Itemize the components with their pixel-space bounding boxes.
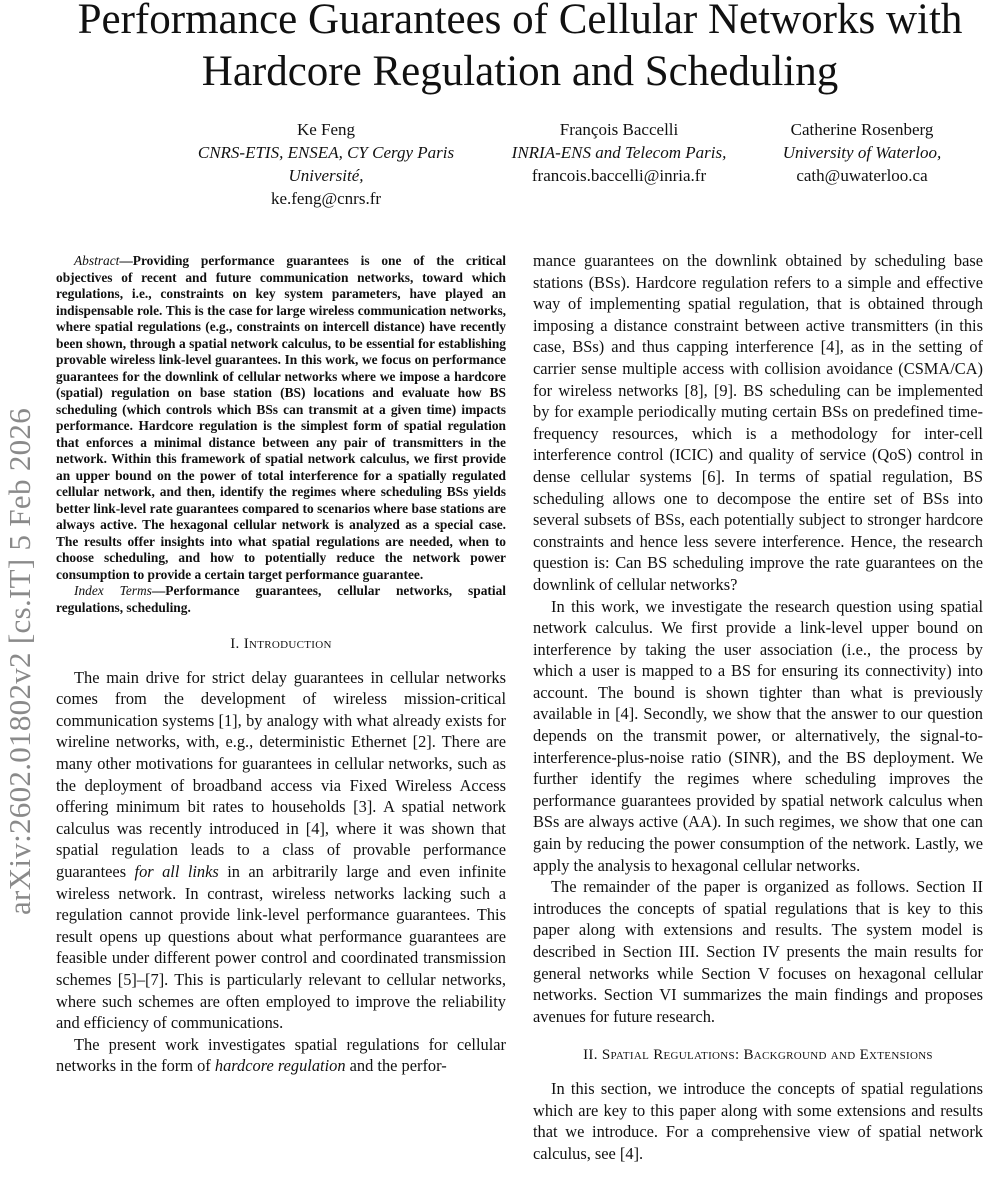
author-affiliation: CNRS-ETIS, ENSEA, CY Cergy Paris Université,: [197, 143, 455, 185]
author-name: Ke Feng: [296, 120, 356, 139]
author-2: [490, 118, 748, 187]
arxiv-identifier[interactable]: arXiv:2602.01802v2 [cs.IT] 5 Feb 2026: [2, 407, 37, 915]
right-column: [533, 250, 983, 1164]
abstract-text: Abstract—Providing performance guarantees is one of the critical objectives of recent and future communication networks, toward which regulations, i.e., constraints on key system parameters, have played an indispensable role. This is the case for large wireless communication networks, where spatial regulations (e.g., constraints on intercell distance) have recently been shown, through a spatial network calculus, to be essential for establishing provable wireless link-level guarantees. In this work, we focus on performance guarantees for the downlink of cellular networks where we impose a hardcore (spatial) regulation on base station (BS) locations and evaluate how BS scheduling (which controls which BSs can transmit at a given time) impacts performance. Hardcore regulation is the simplest form of spatial regulation that enforces a minimal distance between any pair of transmitters in the network. Within this framework of spatial network calculus, we first provide an upper bound on the power of total interference for a spatially regulated cellular network, and then, identify the regimes where scheduling BSs yields better link-level rate guarantees compared to scenarios where base stations are always active. The hexagonal cellular network is analyzed as a special case. The results offer insights into what spatial regulations are needed, when to choose scheduling, and how to potentially reduce the network power consumption to provide a certain target performance guarantee.: [56, 253, 506, 582]
paragraph: The remainder of the paper is organized as follows. Section II introduces the concepts of spatial regulations that is key to this paper along with extensions and results. The system model is described in Section III. Section IV presents the main results for general networks while Section V focuses on hexagonal cellular networks. Section VI summarizes the main findings and proposes avenues for future research.: [533, 877, 983, 1026]
paragraph: The present work investigates spatial regulations for cellular networks in the form of hardcore regulation and the perfor-: [56, 1034, 506, 1076]
paragraph: In this section, we introduce the concepts of spatial regulations which are key to this paper along with some extensions and results that we introduce. For a comprehensive view of spatial network calculus, see [4].: [533, 1078, 983, 1163]
author-affiliation: University of Waterloo,: [782, 143, 942, 162]
left-column: [56, 253, 506, 1077]
author-email[interactable]: cath@uwaterloo.ca: [796, 166, 928, 185]
index-terms-label: Index Terms: [74, 583, 152, 598]
section-heading-spatial-regulations: II. Spatial Regulations: Background and Extensions: [583, 1047, 933, 1064]
index-terms: Index Terms—Performance guarantees, cellular networks, spatial regulations, scheduling.: [56, 583, 506, 615]
author-email[interactable]: ke.feng@cnrs.fr: [270, 189, 382, 208]
paragraph-continued: mance guarantees on the downlink obtained by scheduling base stations (BSs). Hardcore regulation refers to a simple and effective way of implementing spatial regulation, that is obtained through imposing a distance constraint between active transmitters (in this case, BSs) and thus capping interference [4], as in the setting of carrier sense multiple access with collision avoidance (CSMA/CA) for wireless networks [8], [9]. BS scheduling can be implemented by for example periodically muting certain BSs on predefined time-frequency resources, which is a methodology for inter-cell interference control (ICIC) and quality of service (QoS) control in dense cellular systems [6]. In terms of spatial regulation, BS scheduling allows one to decompose the entire set of BSs into several subsets of BSs, each potentially subject to stronger hardcore constraints and hence less severe interference. Hence, the research question is: Can BS scheduling improve the rate guarantees on the downlink of cellular networks?: [533, 251, 983, 594]
abstract: [56, 253, 506, 616]
section-heading-introduction: I. Introduction: [230, 636, 332, 652]
paper-title: Performance Guarantees of Cellular Networks with Hardcore Regulation and Scheduling: [77, 0, 963, 95]
abstract-label: Abstract: [74, 253, 120, 268]
author-name: Catherine Rosenberg: [790, 120, 934, 139]
author-affiliation: INRIA-ENS and Telecom Paris,: [511, 143, 727, 162]
paragraph: The main drive for strict delay guarantees in cellular networks comes from the development of wireless mission-critical communication systems [1], by analogy with what already exists for wireline networks, with, e.g., deterministic Ethernet [2]. There are many other motivations for guarantees in cellular networks, such as the deployment of broadband access via Fixed Wireless Access offering minimum bit rates to households [3]. A spatial network calculus was recently introduced in [4], where it was shown that spatial regulation leads to a class of provable performance guarantees for all links in an arbitrarily large and even infinite wireless network. In contrast, wireless networks lacking such a regulation cannot provide link-level performance guarantees. This result opens up questions about what performance guarantees are feasible under different power control and coordinated transmission schemes [5]–[7]. This is particularly relevant to cellular networks, where such schemes are often employed to improve the reliability and efficiency of communications.: [56, 667, 506, 1033]
author-3: [762, 118, 962, 187]
author-name: François Baccelli: [559, 120, 679, 139]
author-1: [176, 118, 476, 210]
paragraph: In this work, we investigate the research question using spatial network calculus. We first provide a link-level upper bound on interference by taking the user association (i.e., the process by which a user is mapped to a BS for ensuring its connectivity) into account. The bound is shown tighter than what is previously available in [4]. Secondly, we show that the answer to our question depends on the transmit power, or alternatively, the signal-to-interference-plus-noise ratio (SINR), and the BS deployment. We further identify the regimes where scheduling improves the performance guarantees provided by spatial network calculus when BSs are always active (AA). In such regimes, we show that one can gain by reducing the power consumption of the network. Lastly, we apply the analysis to hexagonal cellular networks.: [533, 596, 983, 875]
author-email[interactable]: francois.baccelli@inria.fr: [531, 166, 707, 185]
